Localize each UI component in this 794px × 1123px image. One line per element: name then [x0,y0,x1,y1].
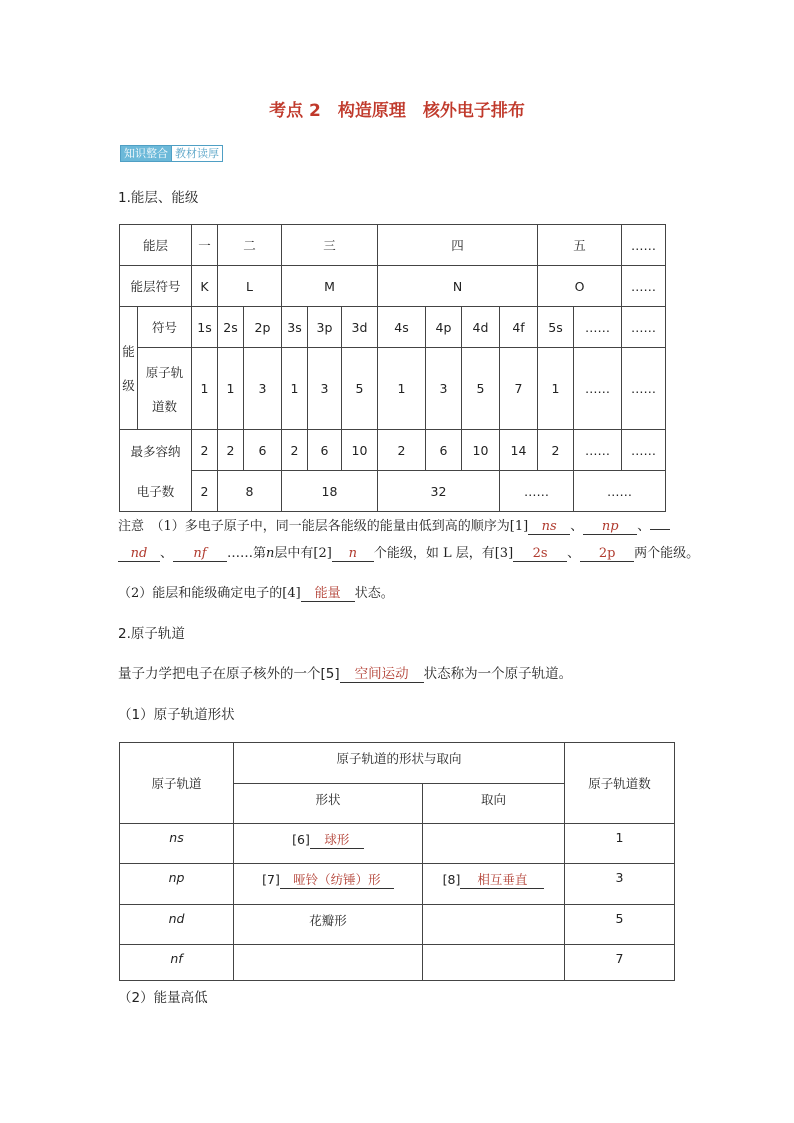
para-orbital-definition [118,662,572,683]
cell: 32 [378,471,500,512]
cell: 4d [462,307,500,348]
cell-shape [234,824,423,864]
tag-knowledge: 知识整合 [120,145,172,162]
cell: 6 [426,430,462,471]
note-text: 层中有[2] [274,546,332,561]
cell: 2 [218,430,244,471]
cell: M [282,266,378,307]
header-orient: 取向 [423,784,565,824]
header-shape: 形状 [234,784,423,824]
cell-orient [423,864,565,905]
cell: 1 [378,348,426,430]
cell-count: 3 [565,864,675,905]
cell: 6 [244,430,282,471]
note-text: 两个能级。 [634,546,700,561]
header-shape-orient: 原子轨道的形状与取向 [234,743,565,784]
cell: 2 [192,430,218,471]
blank-tail [650,529,670,530]
table-row [120,945,675,981]
cell: 3 [426,348,462,430]
cell: 18 [282,471,378,512]
blank-number: [6] [292,832,310,847]
cell-shape [234,945,423,981]
cell: 1s [192,307,218,348]
section-heading-2: 2.原子轨道 [118,626,185,642]
row-label-sub-symbol: 符号 [138,307,192,348]
answer-shape: 哑铃（纺锤）形 [280,870,394,889]
table-row [120,824,675,864]
answer-np: np [583,519,637,535]
note-prefix: 注意 （1）多电子原子中，同一能层各能级的能量由低到高的顺序为[1] [118,519,529,534]
cell: …… [574,307,622,348]
orbitals-label-b: 道数 [151,398,177,414]
cell: 5 [342,348,378,430]
para-text: 量子力学把电子在原子核外的一个[5] [118,666,340,682]
table-row [120,864,675,905]
separator: 、 [567,546,581,561]
note-text: 状态。 [354,586,394,601]
separator: 、 [160,546,174,561]
cell: 1 [192,348,218,430]
cell: …… [574,348,622,430]
answer-nf: nf [173,546,227,562]
answer-energy: 能量 [301,582,355,602]
cell: 二 [218,225,282,266]
tag-textbook: 教材读厚 [172,145,223,162]
max-label-b: 电子数 [136,483,175,499]
cell-orbital: nd [120,905,234,945]
sublevel-label-a: 能 [122,344,135,359]
note-line-2 [118,542,699,562]
note-line-1 [118,515,670,535]
energy-level-table [119,224,666,512]
cell: 4p [426,307,462,348]
para-text: 状态称为一个原子轨道。 [423,666,573,682]
cell: 8 [218,471,282,512]
answer-orient: 相互垂直 [460,870,544,889]
cell: O [538,266,622,307]
answer-space-motion: 空间运动 [340,662,424,683]
cell: 五 [538,225,622,266]
note-line-3 [118,582,394,602]
cell: 三 [282,225,378,266]
cell: 2s [218,307,244,348]
cell: 3 [308,348,342,430]
cell: 3s [282,307,308,348]
cell: 14 [500,430,538,471]
cell: 2 [282,430,308,471]
cell: 2p [244,307,282,348]
cell: …… [622,348,666,430]
cell-shape [234,864,423,905]
max-label-a: 最多容纳 [130,443,181,459]
cell: …… [574,471,666,512]
cell: …… [622,307,666,348]
cell: 1 [538,348,574,430]
cell-orbital: np [120,864,234,905]
cell: 3p [308,307,342,348]
cell: …… [622,430,666,471]
header-count: 原子轨道数 [565,743,675,824]
table-row [120,905,675,945]
cell: …… [574,430,622,471]
answer-shape: 球形 [310,830,364,849]
section-heading-1: 1.能层、能级 [118,190,199,206]
sublevel-label-b: 级 [122,378,135,393]
separator: 、 [570,519,584,534]
header-orbital: 原子轨道 [120,743,234,824]
n-letter: n [266,546,275,561]
note-text: （2）能层和能级确定电子的[4] [118,586,301,601]
row-label-max-electrons [120,430,192,512]
cell: K [192,266,218,307]
row-label-orbitals [138,348,192,430]
row-label-symbol: 能层符号 [120,266,192,307]
cell-orbital: nf [120,945,234,981]
cell: N [378,266,538,307]
page-title: 考点 2 构造原理 核外电子排布 [269,101,525,121]
sub-heading-2: （2）能量高低 [118,990,208,1006]
answer-2s: 2s [513,546,567,562]
cell: 一 [192,225,218,266]
cell-orbital: ns [120,824,234,864]
answer-2p: 2p [580,546,634,562]
cell: 7 [500,348,538,430]
orbitals-label-a: 原子轨 [145,364,184,380]
row-label-sublevel [120,307,138,430]
cell-count: 5 [565,905,675,945]
answer-nd: nd [118,546,160,562]
sub-heading-1: （1）原子轨道形状 [118,707,235,723]
note-text: ……第 [227,546,267,561]
cell: …… [622,225,666,266]
cell: 2 [538,430,574,471]
cell: 2 [192,471,218,512]
cell: 4s [378,307,426,348]
cell-shape: 花瓣形 [234,905,423,945]
cell: 6 [308,430,342,471]
cell: 2 [378,430,426,471]
cell-orient [423,824,565,864]
cell: L [218,266,282,307]
cell: 1 [218,348,244,430]
cell: …… [500,471,574,512]
answer-n: n [332,546,374,562]
cell-orient [423,905,565,945]
cell-count: 7 [565,945,675,981]
cell: 四 [378,225,538,266]
cell: 10 [342,430,378,471]
section-tag [120,145,223,162]
cell-orient [423,945,565,981]
orbital-shape-table [119,742,675,981]
row-label-energy-layer: 能层 [120,225,192,266]
cell: …… [622,266,666,307]
separator: 、 [637,519,651,534]
note-text: 个能级，如 L 层，有[3] [373,546,514,561]
cell: 5 [462,348,500,430]
cell-count: 1 [565,824,675,864]
cell: 10 [462,430,500,471]
cell: 3d [342,307,378,348]
cell: 4f [500,307,538,348]
blank-number: [7] [262,872,280,887]
cell: 1 [282,348,308,430]
blank-number: [8] [442,872,461,887]
answer-ns: ns [528,519,570,535]
cell: 5s [538,307,574,348]
cell: 3 [244,348,282,430]
